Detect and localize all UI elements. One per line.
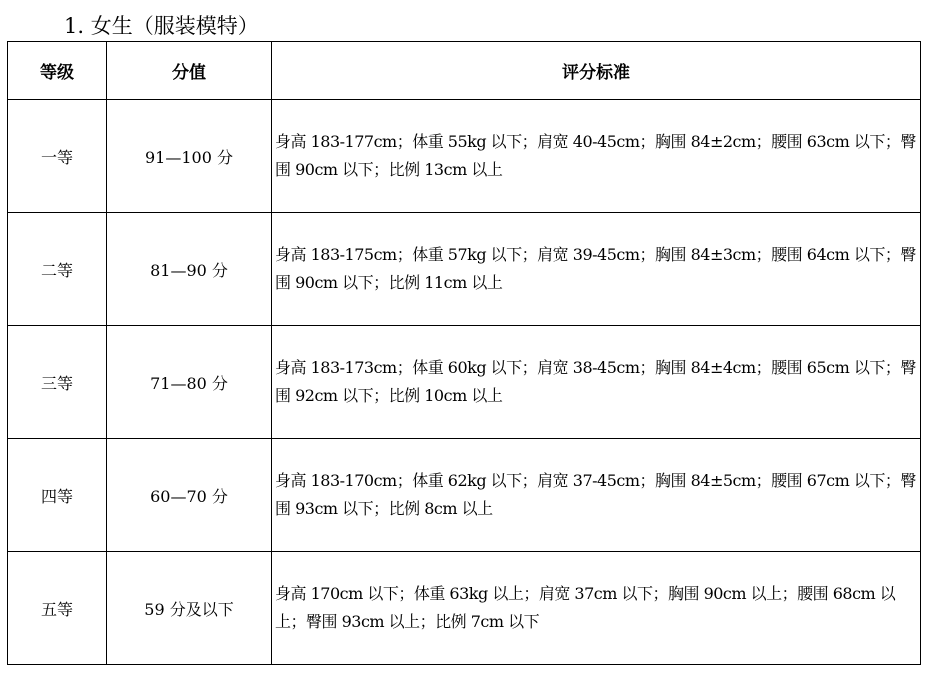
header-criteria: 评分标准: [272, 42, 921, 100]
level-cell: 一等: [8, 100, 107, 213]
level-cell: 三等: [8, 326, 107, 439]
table-row: [8, 439, 921, 552]
level-cell: 五等: [8, 552, 107, 665]
level-cell: 四等: [8, 439, 107, 552]
criteria-cell: 身高 183-177cm；体重 55kg 以下；肩宽 40-45cm；胸围 84±2cm；腰围 63cm 以下；臀围 90cm 以下；比例 13cm 以上: [272, 100, 921, 213]
table-row: [8, 326, 921, 439]
scoring-table: [7, 41, 921, 665]
header-score: 分值: [107, 42, 272, 100]
section-heading: 1. 女生（服装模特）: [64, 14, 259, 38]
score-cell: 60—70 分: [107, 439, 272, 552]
table-row: [8, 552, 921, 665]
score-cell: 91—100 分: [107, 100, 272, 213]
table-row: [8, 213, 921, 326]
score-cell: 81—90 分: [107, 213, 272, 326]
criteria-cell: 身高 183-173cm；体重 60kg 以下；肩宽 38-45cm；胸围 84±4cm；腰围 65cm 以下；臀围 92cm 以下；比例 10cm 以上: [272, 326, 921, 439]
score-cell: 59 分及以下: [107, 552, 272, 665]
header-level: 等级: [8, 42, 107, 100]
criteria-cell: 身高 183-175cm；体重 57kg 以下；肩宽 39-45cm；胸围 84±3cm；腰围 64cm 以下；臀围 90cm 以下；比例 11cm 以上: [272, 213, 921, 326]
criteria-cell: 身高 170cm 以下；体重 63kg 以上；肩宽 37cm 以下；胸围 90cm 以上；腰围 68cm 以上；臀围 93cm 以上；比例 7cm 以下: [272, 552, 921, 665]
table-row: [8, 100, 921, 213]
table-header-row: [8, 42, 921, 100]
score-cell: 71—80 分: [107, 326, 272, 439]
level-cell: 二等: [8, 213, 107, 326]
criteria-cell: 身高 183-170cm；体重 62kg 以下；肩宽 37-45cm；胸围 84±5cm；腰围 67cm 以下；臀围 93cm 以下；比例 8cm 以上: [272, 439, 921, 552]
